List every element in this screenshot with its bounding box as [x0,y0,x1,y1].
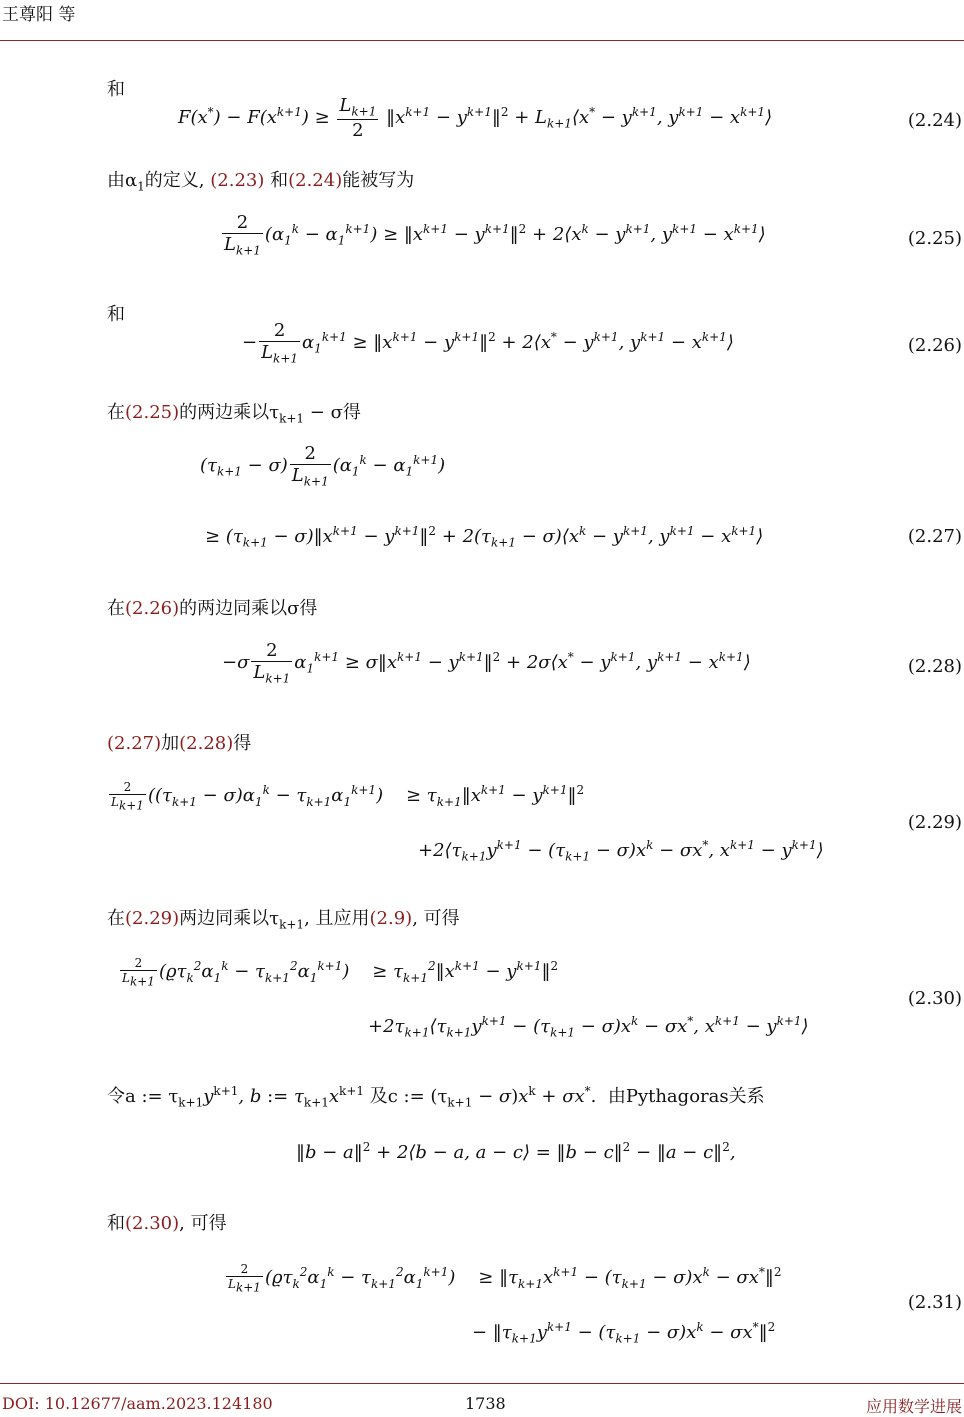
text-line-4: 在(2.25)的两边乘以$\tau_{k+1} - \sigma$得 [107,402,361,426]
equation-2-29-line1: $\frac{2}{L_{k+1}}$ $((\tau_{k+1} - \sigma)\alpha_1^k - \tau_{k+1}\alpha_1^{k+1})$ ≥ $\tau_{k+1}‖x^{k+1}$ − $y^{k+1}‖^2$ [111,780,585,813]
ref-link[interactable]: (2.25) [125,402,180,423]
equation-number: (2.27) [907,526,962,547]
text-line-2: 由$\alpha_1$的定义, (2.23) 和(2.24)能被写为 [107,170,415,194]
equation-2-29-line2: $+2⟨\tau_{k+1}y^{k+1} - (\tau_{k+1} - \sigma)x^k - \sigma x^*$, $x^{k+1}$ − $y^{k+1}⟩$ [418,838,824,864]
text-line-8: 令a := $\tau_{k+1}y^{k+1}$, b := $\tau_{k+1}x^{k+1}$ 及c := $(\tau_{k+1} - \sigma)x^k + \sigma x^*$. 由Pythagoras关系 [107,1084,765,1110]
text-line-6: (2.27)加(2.28)得 [107,733,252,754]
ref-link[interactable]: (2.26) [125,598,180,619]
ref-link[interactable]: (2.28) [179,733,234,754]
equation-2-30-line2: $+2\tau_{k+1}⟨\tau_{k+1}y^{k+1} - (\tau_{k+1} - \sigma)x^k - \sigma x^*$, $x^{k+1}$ − $y^{k+1}⟩$ [368,1014,809,1040]
equation-2-25: $\frac{2}{L_{k+1}}$ $(\alpha_1^k - \alpha_1^{k+1})$ ≥ $‖x^{k+1}$ − $y^{k+1}‖^2$ + $2⟨x^k - y^{k+1}$, $y^{k+1}$ − $x^{k+1}⟩$ [224,212,766,258]
ref-link[interactable]: (2.29) [125,908,180,929]
equation-2-28: −σ $\frac{2}{L_{k+1}}$ $\alpha_1^{k+1}$ ≥ $\sigma‖x^{k+1}$ − $y^{k+1}‖^2$ + 2σ⟨x* − $y^{k+1}$, $y^{k+1}$ − $x^{k+1}⟩$ [222,640,751,686]
doi-link[interactable]: DOI: 10.12677/aam.2023.124180 [2,1394,273,1413]
equation-2-30-line1: $\frac{2}{L_{k+1}}$ $(ϱ\tau_k^2\alpha_1^k - \tau_{k+1}^2\alpha_1^{k+1})$ ≥ $\tau_{k+1}^2‖x^{k+1}$ − $y^{k+1}‖^2$ [122,956,559,989]
equation-2-31-line1: $\frac{2}{L_{k+1}}$ $(ϱ\tau_k^2\alpha_1^k - \tau_{k+1}^2\alpha_1^{k+1})$ ≥ $‖\tau_{k+1}x^{k+1} - (\tau_{k+1} - \sigma)x^k$ − σx*‖$^2$ [228,1262,782,1295]
journal-name: 应用数学进展 [865,1397,962,1416]
equation-2-27-line1: $(\tau_{k+1} - \sigma)$ $\frac{2}{L_{k+1}}$ $(\alpha_1^k - \alpha_1^{k+1})$ [200,443,446,489]
text-line-7: 在(2.29)两边同乘以$\tau_{k+1}$, 且应用(2.9), 可得 [107,908,460,932]
equation-2-24: $F(x^*) - F(x^{k+1})$ ≥ $\frac{L_{k+1}}{2}$ $‖x^{k+1}$ − $y^{k+1}‖^2$ + $L_{k+1}⟨x^* - y^{k+1}$, $y^{k+1}$ − $x^{k+1}⟩$ [178,95,773,141]
text-line-3: 和 [107,304,125,325]
equation-number: (2.24) [907,110,962,131]
text-line-5: 在(2.26)的两边同乘以σ得 [107,598,318,619]
page-footer [0,1383,964,1415]
equation-number: (2.30) [907,988,962,1009]
text-line-9: 和(2.30), 可得 [107,1213,227,1234]
page-header [0,0,964,41]
ref-link[interactable]: (2.23) [210,170,265,191]
equation-number: (2.31) [907,1292,962,1313]
equation-pythagoras: ‖b − a‖$^2$ + 2⟨b − a, a − c⟩ = ‖b − c‖$^2$ − ‖a − c‖$^2$, [296,1140,736,1163]
text-line-1: 和 [107,79,125,100]
ref-link[interactable]: (2.9) [369,908,413,929]
equation-2-26: − $\frac{2}{L_{k+1}}$ $\alpha_1^{k+1}$ ≥ $‖x^{k+1}$ − $y^{k+1}‖^2$ + 2⟨x* − $y^{k+1}$, $y^{k+1}$ − $x^{k+1}⟩$ [242,320,734,366]
equation-number: (2.25) [907,228,962,249]
equation-2-27-line2: ≥ ($\tau_{k+1}$ − $\sigma)‖x^{k+1}$ − $y^{k+1}‖^2 + 2(\tau_{k+1}$ − $\sigma)⟨x^k - y^{k+1}$, $y^{k+1}$ − $x^{k+1}⟩$ [205,524,764,550]
ref-link[interactable]: (2.24) [288,170,343,191]
equation-2-31-line2: − $‖\tau_{k+1}y^{k+1} - (\tau_{k+1} - \sigma)x^k$ − σx*‖$^2$ [472,1320,776,1346]
page-number: 1738 [465,1394,506,1413]
equation-number: (2.29) [907,812,962,833]
equation-number: (2.28) [907,656,962,677]
ref-link[interactable]: (2.27) [107,733,162,754]
header-author: 王尊阳 等 [2,5,76,25]
ref-link[interactable]: (2.30) [125,1213,180,1234]
equation-number: (2.26) [907,335,962,356]
